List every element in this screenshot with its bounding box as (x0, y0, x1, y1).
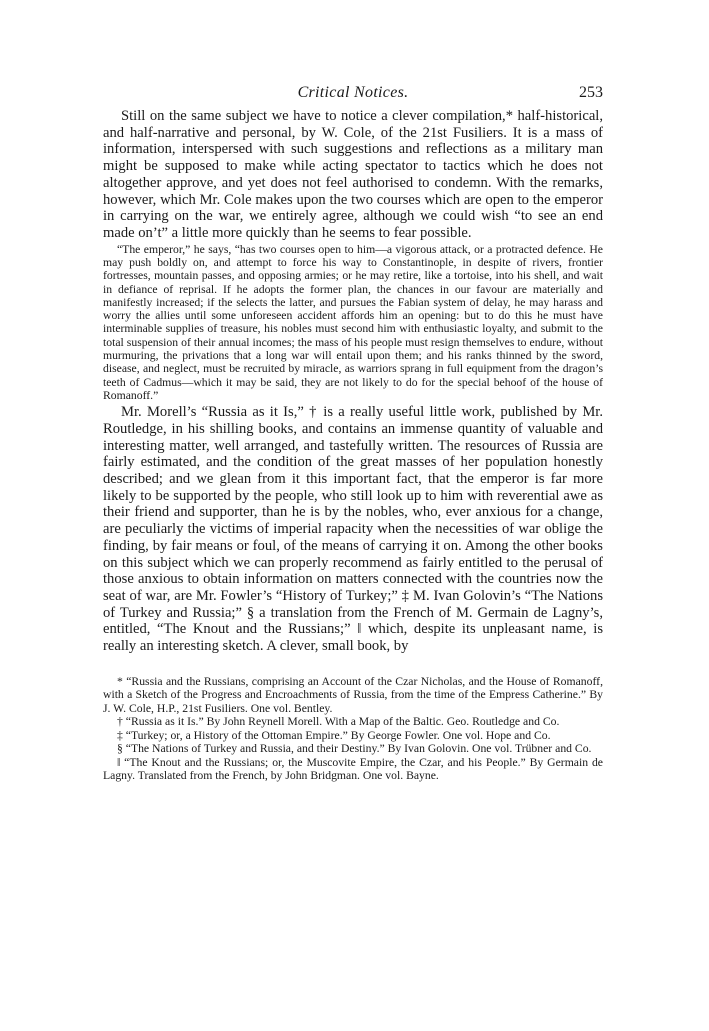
footnote-parallel: ‖ “The Knout and the Russians; or, the Muscovite Empire, the Czar, and his People.” By Germain de Lagny. Translated from the French, by John Bridgman. One vol. Bayne. (103, 755, 603, 783)
main-text (103, 108, 603, 655)
footnotes (103, 675, 603, 783)
book-page (103, 84, 603, 783)
footnote-section: § “The Nations of Turkey and Russia, and their Destiny.” By Ivan Golovin. One vol. Trübner and Co. (117, 742, 592, 756)
paragraph-morell-russia: Mr. Morell’s “Russia as it Is,” † is a really useful little work, published by Mr. Routledge, in his shilling books, and contains an immense quantity of valuable and interesting matter, well arranged, and tastefully written. The resources of Russia are fairly estimated, and the condition of the great masses of her population honestly described; and we glean from it this important fact, that the emperor is far more likely to be supported by the people, who still look up to him with reverential awe as their friend and supporter, than he is by the nobles, who, ever anxious for a change, are peculiarly the victims of imperial rapacity when the necessities of war oblige the finding, by fair means or foul, of the means of carrying it on. Among the other books on this subject which we can properly recommend as fairly entitled to the perusal of those anxious to obtain information on matters connected with the countries now the seat of war, are Mr. Fowler’s “History of Turkey;” ‡ M. Ivan Golovin’s “The Nations of Turkey and Russia;” § a translation from the French of M. Germain de Lagny’s, entitled, “The Knout and the Russians;” ‖ which, despite its unpleasant name, is really an interesting sketch. A clever, small book, by (103, 404, 603, 655)
running-head (103, 84, 603, 108)
running-title: Critical Notices. (297, 84, 409, 101)
footnote-double-dagger: ‡ “Turkey; or, a History of the Ottoman Empire.” By George Fowler. One vol. Hope and Co. (117, 728, 551, 742)
page-number: 253 (579, 84, 603, 101)
block-quote-emperor: “The emperor,” he says, “has two courses open to him—a vigorous attack, or a protracted defence. He may push boldly on, and attempt to force his way to Constantinople, in despite of rivers, frontier fortresses, mountain passes, and opposing armies; or he may retire, like a tortoise, into his shell, and wait in defiance of reprisal. If he adopts the former plan, the chances in our favour are materially and manifestly increased; if the selects the latter, and pursues the Fabian system of delay, he may harass and worry the allies until some unforeseen accident affords him an opening: but to do this he must have interminable supplies of treasure, his nobles must second him with enthusiastic loyalty, and submit to the total suspension of their annual incomes; the mass of his people must resign themselves to endure, without murmuring, the privations that a long war will entail upon them; and his ranks thinned by the sword, disease, and neglect, must be recruited by miracle, as warriors sprang in full equipment from the dragon’s teeth of Cadmus—which it may be said, they are not likely to do for the special behoof of the house of Romanoff.” (103, 242, 603, 402)
paragraph-cole-compilation: Still on the same subject we have to notice a clever compilation,* half-historical, and half-narrative and personal, by W. Cole, of the 21st Fusiliers. It is a mass of information, interspersed with such suggestions and reflections as a military man might be supposed to make while acting spectator to tactics which he does not altogether approve, and yet does not feel authorised to condemn. With the remarks, however, which Mr. Cole makes upon the two courses which are open to the emperor in carrying on the war, we entirely agree, although we could wish “to see an end made on’t” a little more quickly than he seems to fear possible. (103, 108, 603, 241)
footnote-dagger: † “Russia as it Is.” By John Reynell Morell. With a Map of the Baltic. Geo. Routledge and Co. (117, 715, 560, 729)
footnote-asterisk: * “Russia and the Russians, comprising an Account of the Czar Nicholas, and the House of Romanoff, with a Sketch of the Progress and Encroachments of Russia, from the time of the Empress Catherine.” By J. W. Cole, H.P., 21st Fusiliers. One vol. Bentley. (103, 674, 603, 715)
